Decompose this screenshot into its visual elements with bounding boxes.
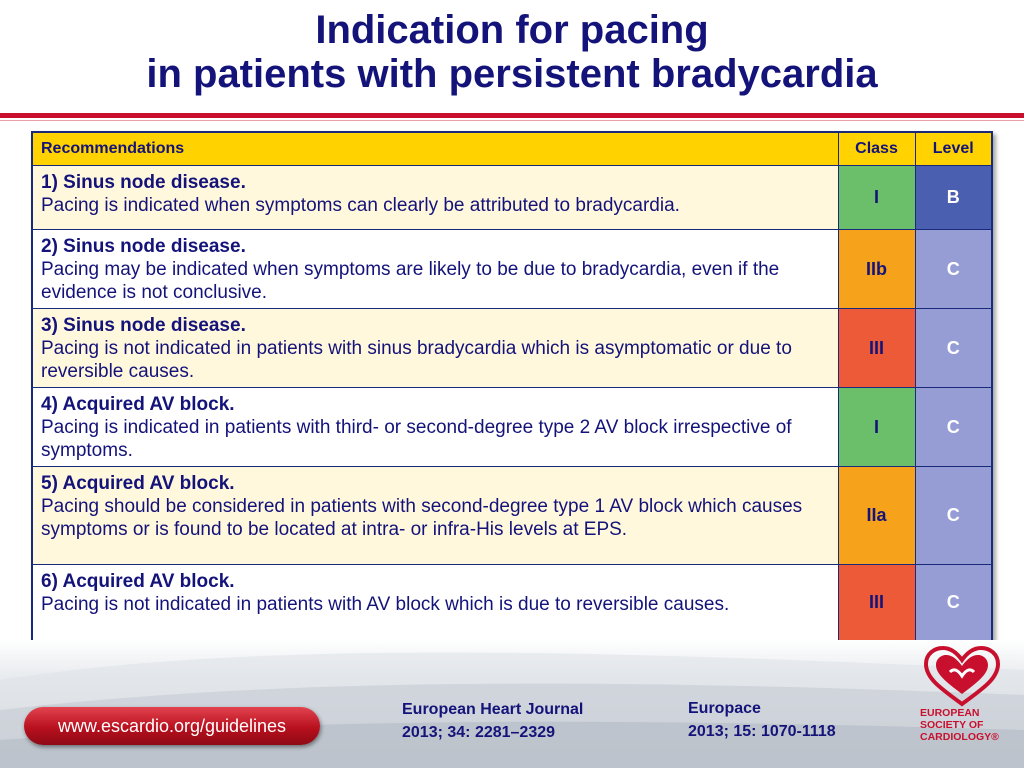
recommendation-text: Pacing may be indicated when symptoms are likely to be due to bradycardia, even if the evidence is not conclusive. xyxy=(41,259,780,303)
level-cell: C xyxy=(915,230,992,309)
recommendation-heading: 3) Sinus node disease. xyxy=(41,315,246,336)
recommendation-heading: 6) Acquired AV block. xyxy=(41,571,235,592)
table-row xyxy=(32,565,992,641)
class-cell: IIa xyxy=(838,467,915,565)
reference-journal-name: Europace xyxy=(688,700,761,717)
logo-text-line-2: SOCIETY OF xyxy=(920,719,984,731)
recommendation-heading: 2) Sinus node disease. xyxy=(41,236,246,257)
recommendation-cell xyxy=(32,230,838,309)
reference-europace xyxy=(688,697,836,743)
recommendation-heading: 4) Acquired AV block. xyxy=(41,394,235,415)
class-cell: III xyxy=(838,565,915,641)
reference-citation: 2013; 15: 1070-1118 xyxy=(688,723,836,740)
recommendation-text: Pacing is not indicated in patients with sinus bradycardia which is asymptomatic or due to reversible causes. xyxy=(41,338,792,382)
recommendation-cell xyxy=(32,565,838,641)
recommendation-heading: 1) Sinus node disease. xyxy=(41,172,246,193)
recommendation-heading: 5) Acquired AV block. xyxy=(41,473,235,494)
title-divider xyxy=(0,113,1024,118)
table-row xyxy=(32,467,992,565)
recommendation-cell xyxy=(32,388,838,467)
title-line-1: Indication for pacing xyxy=(315,8,709,52)
reference-journal-name: European Heart Journal xyxy=(402,701,584,718)
header-level: Level xyxy=(915,132,992,166)
level-cell: C xyxy=(915,309,992,388)
class-cell: III xyxy=(838,309,915,388)
recommendation-cell xyxy=(32,309,838,388)
reference-citation: 2013; 34: 2281–2329 xyxy=(402,724,556,741)
title-line-2: in patients with persistent bradycardia xyxy=(146,52,878,96)
reference-european-heart-journal xyxy=(402,698,583,744)
table-header-row xyxy=(32,132,992,166)
table-row xyxy=(32,388,992,467)
recommendation-text: Pacing is indicated when symptoms can clearly be attributed to bradycardia. xyxy=(41,195,680,216)
level-cell: B xyxy=(915,166,992,230)
table-row xyxy=(32,230,992,309)
page-title xyxy=(0,8,1024,96)
logo-text-line-1: EUROPEAN xyxy=(920,707,980,719)
recommendation-text: Pacing is indicated in patients with third- or second-degree type 2 AV block irrespective of symptoms. xyxy=(41,417,792,461)
guidelines-url-link[interactable]: www.escardio.org/guidelines xyxy=(24,707,320,745)
class-cell: I xyxy=(838,388,915,467)
recommendation-cell xyxy=(32,166,838,230)
class-cell: I xyxy=(838,166,915,230)
header-recommendations: Recommendations xyxy=(32,132,838,166)
level-cell: C xyxy=(915,388,992,467)
recommendation-text: Pacing is not indicated in patients with AV block which is due to reversible causes. xyxy=(41,594,730,615)
esc-logo-text xyxy=(920,707,1020,743)
header-class: Class xyxy=(838,132,915,166)
table-row xyxy=(32,309,992,388)
recommendation-text: Pacing should be considered in patients with second-degree type 1 AV block which causes symptoms or is found to be located at intra- or infra-His levels at EPS. xyxy=(41,496,803,540)
title-divider-thin xyxy=(0,120,1024,121)
level-cell: C xyxy=(915,467,992,565)
class-cell: IIb xyxy=(838,230,915,309)
table-row xyxy=(32,166,992,230)
recommendations-table xyxy=(31,131,993,642)
level-cell: C xyxy=(915,565,992,641)
recommendation-cell xyxy=(32,467,838,565)
logo-text-line-3: CARDIOLOGY® xyxy=(920,731,999,743)
